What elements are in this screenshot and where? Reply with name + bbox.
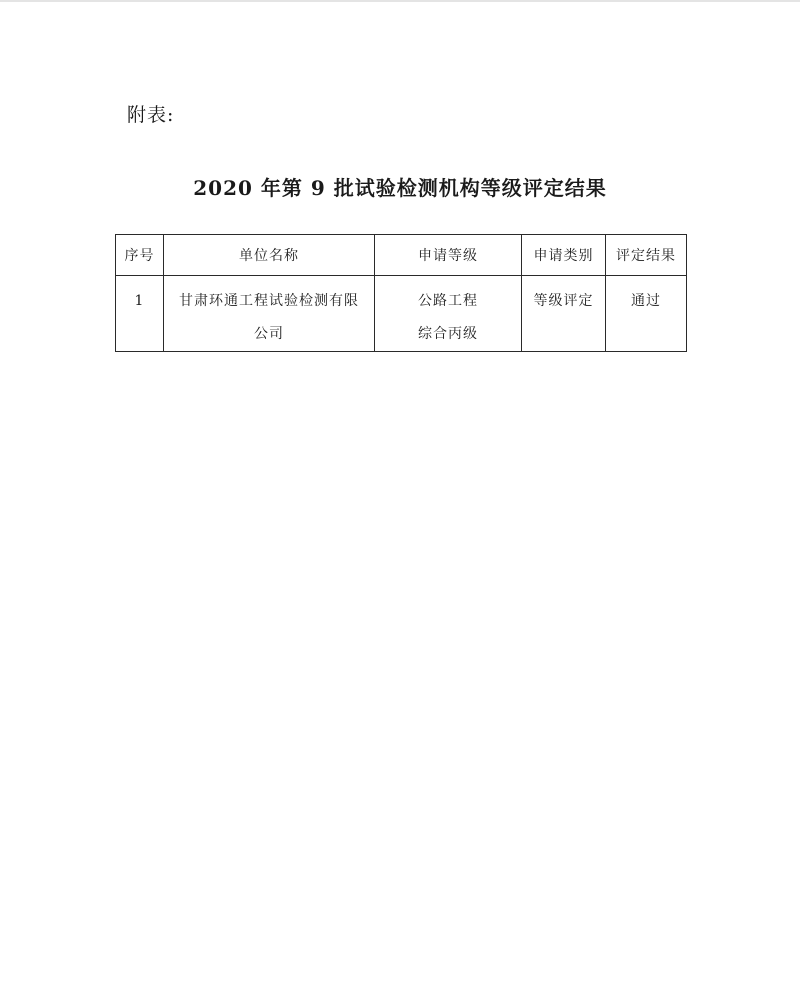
applied-grade-line-2: 综合丙级 — [418, 326, 478, 342]
unit-name-line-1: 甘肃环通工程试验检测有限 — [179, 293, 359, 309]
table-body — [116, 276, 687, 352]
applied-grade-line-1: 公路工程 — [418, 293, 478, 309]
cell-serial-number — [116, 276, 164, 352]
unit-name-line-2: 公司 — [254, 326, 284, 342]
attachment-label: 附表: — [127, 104, 175, 126]
header-serial-number: 序号 — [116, 235, 164, 276]
table-header — [116, 235, 687, 276]
applied-category-value: 等级评定 — [533, 293, 594, 309]
cell-evaluation-result — [606, 276, 687, 352]
header-applied-grade: 申请等级 — [375, 235, 522, 276]
cell-applied-grade — [375, 276, 522, 352]
serial-number-value: 1 — [134, 293, 145, 309]
evaluation-result-value: 通过 — [631, 293, 661, 309]
cell-applied-category — [522, 276, 606, 352]
header-unit-name: 单位名称 — [164, 235, 375, 276]
document-title: 2020 年第 9 批试验检测机构等级评定结果 — [193, 176, 607, 200]
header-evaluation-result: 评定结果 — [606, 235, 687, 276]
evaluation-result-table — [115, 234, 687, 352]
table-header-row — [116, 235, 687, 276]
cell-unit-name — [164, 276, 375, 352]
table-row — [116, 276, 687, 352]
header-applied-category: 申请类别 — [522, 235, 606, 276]
page-top-edge — [0, 0, 800, 2]
